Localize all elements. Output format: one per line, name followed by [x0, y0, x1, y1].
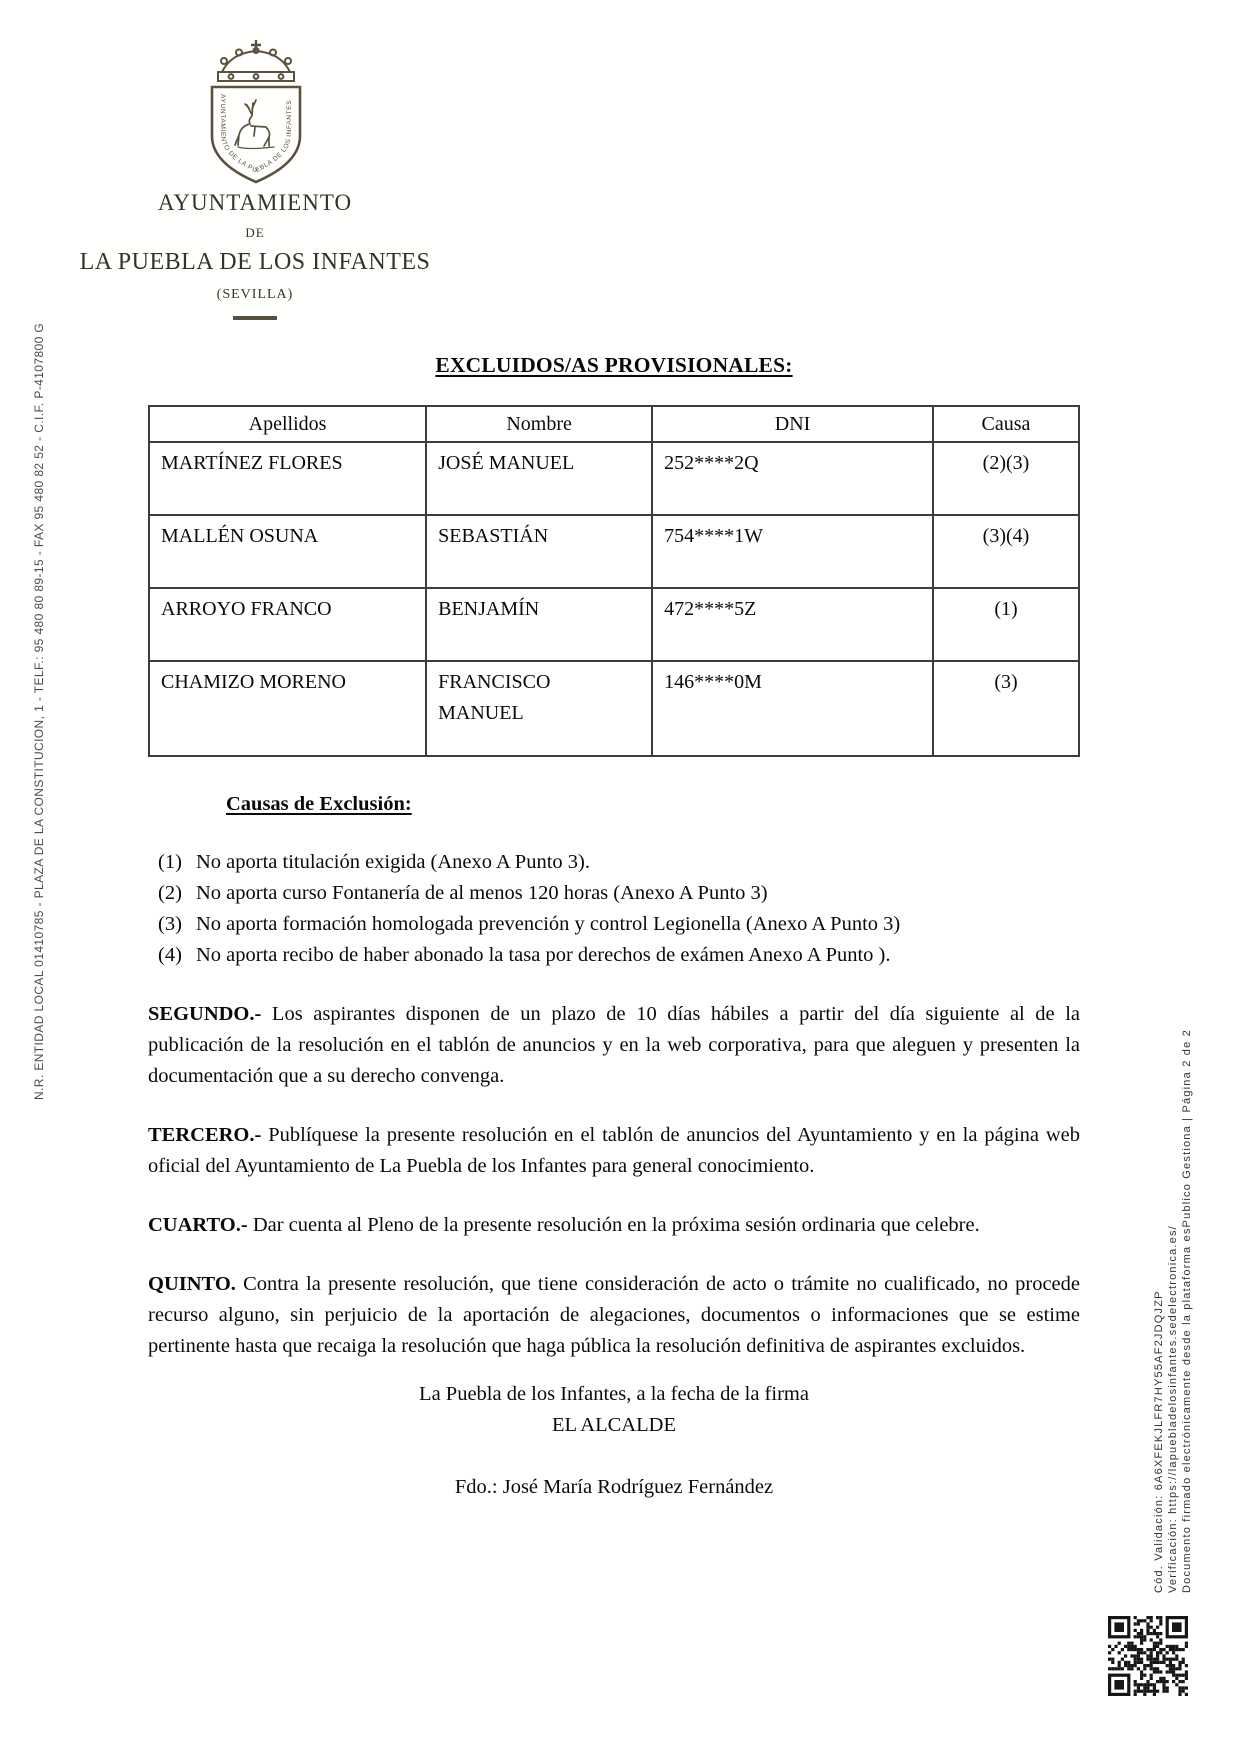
signed-platform-line: Documento firmado electrónicamente desde la plataforma esPublico Gestiona | Página 2 de 2: [1181, 1029, 1193, 1593]
paragraph-text: Publíquese la presente resolución en el tablón de anuncios del Ayuntamiento y en la página web oficial del Ayuntamiento de La Puebla de los Infantes para general conocimiento.: [148, 1124, 1081, 1177]
item-text: No aporta recibo de haber abonado la tasa por derechos de exámen Anexo A Punto ).: [196, 944, 891, 966]
item-text: No aporta curso Fontanería de al menos 120 horas (Anexo A Punto 3): [196, 882, 768, 904]
cell-dni: 252****2Q: [652, 442, 933, 515]
table-row: [149, 442, 1079, 515]
item-number: (2): [158, 882, 182, 904]
paragraph-text: Los aspirantes disponen de un plazo de 10 días hábiles a partir del día siguiente al de la publicación de la resolución en el tablón de anuncios y en la web corporativa, para que aleguen y presenten la documentación que a su derecho convenga.: [148, 1003, 1081, 1087]
org-province: (SEVILLA): [216, 287, 294, 302]
column-header-causa: Causa: [933, 406, 1079, 442]
item-number: (1): [158, 851, 182, 873]
list-item: [148, 847, 1080, 878]
paragraph-tercero: [148, 1120, 1080, 1182]
paragraph-cuarto: [148, 1210, 1080, 1241]
column-header-dni: DNI: [652, 406, 933, 442]
verification-url-line: Verificación: https://lapuebladelosinfantes.sedelectronica.es/: [1167, 1225, 1179, 1593]
cell-dni: 472****5Z: [652, 588, 933, 661]
closing-place-line: La Puebla de los Infantes, a la fecha de la firma: [419, 1383, 809, 1405]
cell-causa: (1): [933, 588, 1079, 661]
cell-causa: (3): [933, 661, 1079, 756]
item-number: (3): [158, 913, 182, 935]
item-text: No aporta formación homologada prevención y control Legionella (Anexo A Punto 3): [196, 913, 901, 935]
paragraph-lead: TERCERO.-: [148, 1124, 262, 1146]
qr-code: [1108, 1616, 1188, 1696]
cell-dni: 146****0M: [652, 661, 933, 756]
item-number: (4): [158, 944, 182, 966]
org-header: [45, 190, 465, 320]
cell-apellidos: MARTÍNEZ FLORES: [149, 442, 426, 515]
cell-nombre: JOSÉ MANUEL: [426, 442, 652, 515]
org-name-line2: DE: [245, 225, 265, 240]
signature-line: Fdo.: José María Rodríguez Fernández: [454, 1476, 774, 1498]
table-header-row: [149, 406, 1079, 442]
org-name-line1: AYUNTAMIENTO: [157, 190, 353, 215]
list-item: [148, 940, 1080, 971]
column-header-nombre: Nombre: [426, 406, 652, 442]
causas-list: [148, 847, 1080, 971]
header-divider: [233, 315, 277, 320]
table-row: [149, 588, 1079, 661]
cell-causa: (2)(3): [933, 442, 1079, 515]
paragraph-lead: CUARTO.-: [148, 1214, 248, 1236]
cell-nombre: FRANCISCO MANUEL: [426, 661, 652, 756]
causas-heading: Causas de Exclusión:: [226, 793, 412, 815]
svg-text:AYUNTAMIENTO DE LA PUEBLA DE L: AYUNTAMIENTO DE LA PUEBLA DE LOS INFANTES: [218, 94, 294, 175]
cell-apellidos: MALLÉN OSUNA: [149, 515, 426, 588]
cell-causa: (3)(4): [933, 515, 1079, 588]
right-margin-validation-text: [1152, 1029, 1194, 1593]
paragraph-text: Contra la presente resolución, que tiene consideración de acto o trámite no cualificado, no procede recurso alguno, sin perjuicio de la aportación de alegaciones, documentos o informaciones que se estime pertinente hasta que recaiga la resolución que haga pública la resolución definitiva de aspirantes excluidos.: [148, 1273, 1080, 1357]
cell-apellidos: ARROYO FRANCO: [149, 588, 426, 661]
page-title: EXCLUIDOS/AS PROVISIONALES:: [435, 353, 793, 377]
org-name-line3: LA PUEBLA DE LOS INFANTES: [79, 249, 431, 275]
paragraph-lead: SEGUNDO.-: [148, 1003, 262, 1025]
paragraph-lead: QUINTO.: [148, 1273, 236, 1295]
table-row: [149, 515, 1079, 588]
list-item: [148, 878, 1080, 909]
closing-role-line: EL ALCALDE: [552, 1414, 676, 1436]
column-header-apellidos: Apellidos: [149, 406, 426, 442]
list-item: [148, 909, 1080, 940]
coat-of-arms-icon: [197, 38, 315, 190]
paragraph-text: Dar cuenta al Pleno de la presente resolución en la próxima sesión ordinaria que celebre.: [252, 1214, 980, 1236]
validation-code-line: Cód. Validación: 6A6XFEKJLFR7HY55AF2JDQJZP: [1153, 1290, 1165, 1593]
cell-dni: 754****1W: [652, 515, 933, 588]
item-text: No aporta titulación exigida (Anexo A Punto 3).: [196, 851, 590, 873]
paragraph-segundo: [148, 999, 1080, 1092]
table-row: [149, 661, 1079, 756]
left-margin-entity-text: N.R. ENTIDAD LOCAL 01410785 - PLAZA DE LA CONSTITUCION, 1 - TELF.: 95 480 80 89-15 - FAX 95 480 82 52 - C.I.F. P-4107800 G: [32, 322, 46, 1100]
document-body: [148, 336, 1080, 1503]
closing-block: [148, 1379, 1080, 1503]
paragraph-quinto: [148, 1269, 1080, 1362]
excluded-table: [148, 405, 1080, 757]
stag-icon: [235, 100, 274, 149]
cell-nombre: SEBASTIÁN: [426, 515, 652, 588]
cell-nombre: BENJAMÍN: [426, 588, 652, 661]
cell-apellidos: CHAMIZO MORENO: [149, 661, 426, 756]
